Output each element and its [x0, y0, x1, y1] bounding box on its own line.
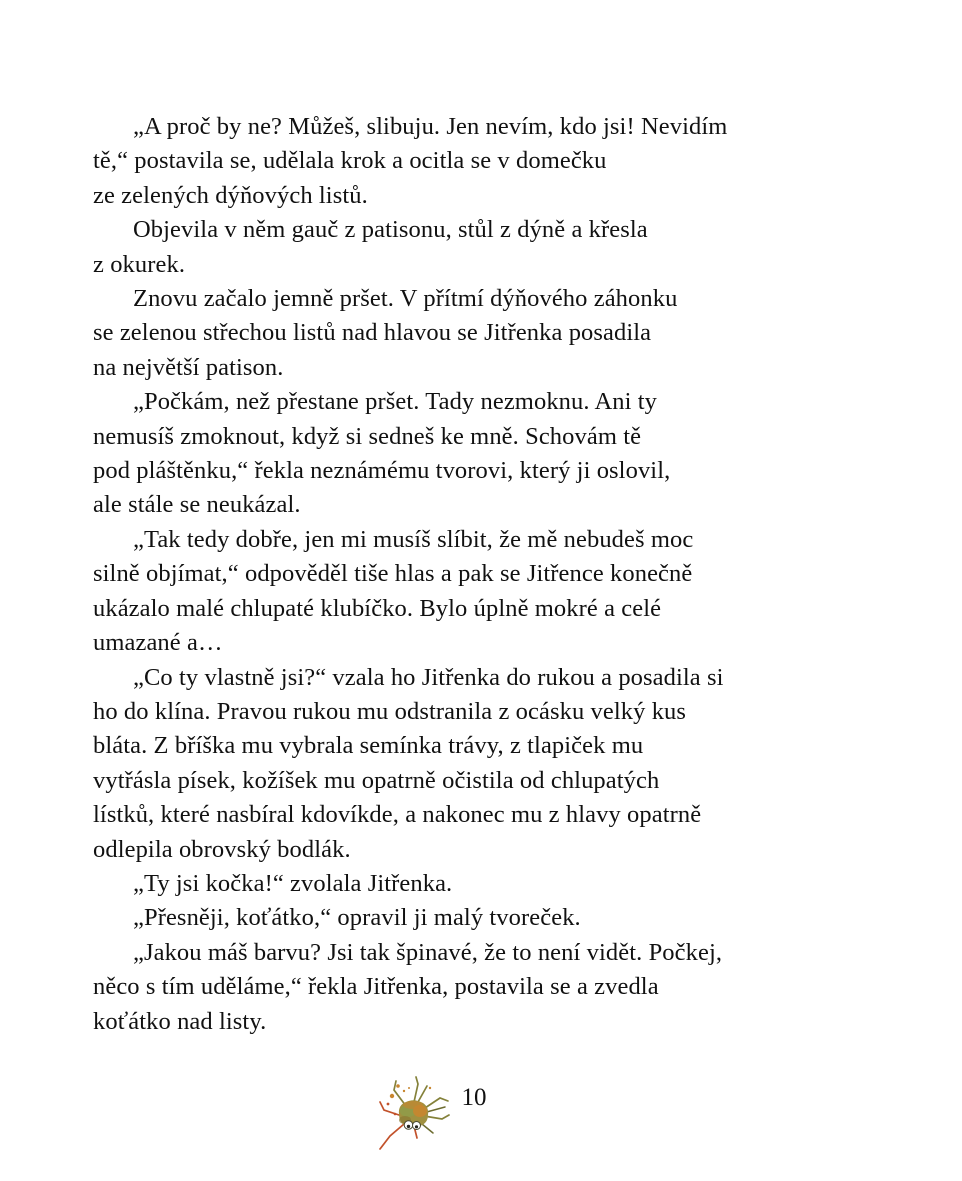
text-line: Objevila v něm gauč z patisonu, stůl z dýně a křesla — [133, 216, 648, 244]
text-line: pod pláštěnku,“ řekla neznámému tvorovi, který ji oslovil, — [93, 457, 671, 485]
text-line: nemusíš zmoknout, když si sedneš ke mně. Schovám tě — [93, 422, 642, 450]
text-line: „Počkám, než přestane pršet. Tady nezmoknu. Ani ty — [133, 388, 657, 416]
text-line: „Jakou máš barvu? Jsi tak špinavé, že to není vidět. Počkej, — [133, 938, 723, 966]
text-line: bláta. Z bříška mu vybrala semínka trávy, z tlapiček mu — [93, 732, 644, 760]
text-line: lístků, které nasbíral kdovíkde, a nakonec mu z hlavy opatrně — [93, 801, 702, 829]
text-line: z okurek. — [93, 250, 186, 278]
text-line: ho do klína. Pravou rukou mu odstranila z ocásku velký kus — [93, 697, 687, 725]
text-line: „Co ty vlastně jsi?“ vzala ho Jitřenka do rukou a posadila si — [133, 663, 724, 691]
text-line: „Přesněji, koťátko,“ opravil ji malý tvoreček. — [133, 904, 581, 932]
text-line: odlepila obrovský bodlák. — [93, 835, 351, 863]
text-line: na největší patison. — [93, 353, 284, 381]
text-line: ukázalo malé chlupaté klubíčko. Bylo úplně mokré a celé — [93, 594, 662, 622]
text-line: se zelenou střechou listů nad hlavou se Jitřenka posadila — [93, 319, 652, 347]
page-number: 10 — [461, 1084, 487, 1111]
body-text — [93, 110, 853, 1039]
text-line: „Tak tedy dobře, jen mi musíš slíbit, že mě nebudeš moc — [133, 525, 694, 553]
text-line: něco s tím uděláme,“ řekla Jitřenka, postavila se a zvedla — [93, 973, 659, 1001]
text-line: „A proč by ne? Můžeš, slibuju. Jen nevím, kdo jsi! Nevidím — [133, 113, 728, 140]
text-line: silně objímat,“ odpověděl tiše hlas a pak se Jitřence konečně — [93, 560, 693, 588]
watercolor-bug-icon — [378, 1074, 450, 1158]
text-line: Znovu začalo jemně pršet. V přítmí dýňového záhonku — [133, 285, 678, 313]
text-line: ze zelených dýňových listů. — [93, 181, 368, 209]
text-line: umazané a… — [93, 629, 223, 657]
text-line: ale stále se neukázal. — [93, 491, 301, 519]
text-line: vytřásla písek, kožíšek mu opatrně očistila od chlupatých — [93, 766, 660, 794]
text-line: „Ty jsi kočka!“ zvolala Jitřenka. — [133, 869, 453, 897]
text-line: koťátko nad listy. — [93, 1007, 267, 1035]
page-footer — [0, 1070, 962, 1170]
text-line: tě,“ postavila se, udělala krok a ocitla se v domečku — [93, 147, 607, 175]
